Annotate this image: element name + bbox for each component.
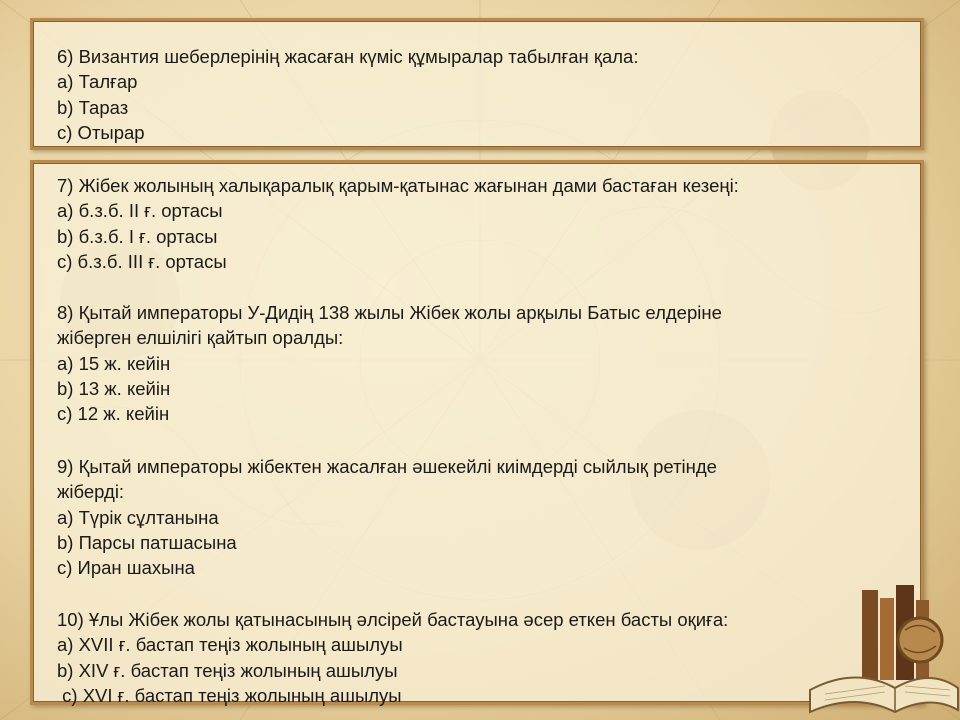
question-8-option-b: b) 13 ж. кейін — [57, 377, 171, 399]
question-7-option-a: a) б.з.б. ІІ ғ. ортасы — [57, 200, 223, 222]
question-8-option-a: a) 15 ж. кейін — [57, 352, 171, 374]
question-10-option-c: c) XVІ ғ. бастап теңіз жолының ашылуы — [57, 684, 402, 706]
question-7 — [57, 173, 739, 274]
question-10-option-a: a) XVІІ ғ. бастап теңіз жолының ашылуы — [57, 634, 403, 656]
question-8-title-line2: жіберген елшілігі қайтып оралды: — [57, 327, 344, 349]
question-9 — [57, 454, 717, 580]
question-10-title: 10) Ұлы Жібек жолы қатынасының әлсірей бастауына әсер еткен басты оқиға: — [57, 609, 729, 630]
question-6-option-a: a) Талғар — [57, 71, 138, 93]
question-6 — [57, 44, 639, 145]
question-10 — [57, 607, 728, 708]
books-and-globe-decoration — [800, 570, 960, 720]
question-6-option-c: c) Отырар — [57, 121, 145, 143]
question-9-title-line2: жіберді: — [57, 481, 125, 503]
question-6-option-b: b) Тараз — [57, 96, 129, 118]
question-9-option-c: c) Иран шахына — [57, 557, 195, 579]
question-9-title-line1: 9) Қытай императоры жібектен жасалған әшекейлі киімдерді сыйлық ретінде — [57, 456, 717, 477]
question-10-option-b: b) XІV ғ. бастап теңіз жолының ашылуы — [57, 659, 398, 681]
question-7-title: 7) Жібек жолының халықаралық қарым-қатынас жағынан дами бастаған кезеңі: — [57, 175, 739, 196]
question-9-option-b: b) Парсы патшасына — [57, 531, 237, 553]
question-8-option-c: c) 12 ж. кейін — [57, 403, 170, 425]
question-9-option-a: a) Түрік сұлтанына — [57, 506, 219, 528]
question-6-title: 6) Византия шеберлерінің жасаған күміс құмыралар табылған қала: — [57, 46, 639, 67]
question-7-option-c: c) б.з.б. ІІІ ғ. ортасы — [57, 250, 227, 272]
question-7-option-b: b) б.з.б. І ғ. ортасы — [57, 225, 218, 247]
question-8-title-line1: 8) Қытай императоры У-Дидің 138 жылы Жібек жолы арқылы Батыс елдеріне — [57, 302, 722, 323]
question-8 — [57, 300, 722, 426]
